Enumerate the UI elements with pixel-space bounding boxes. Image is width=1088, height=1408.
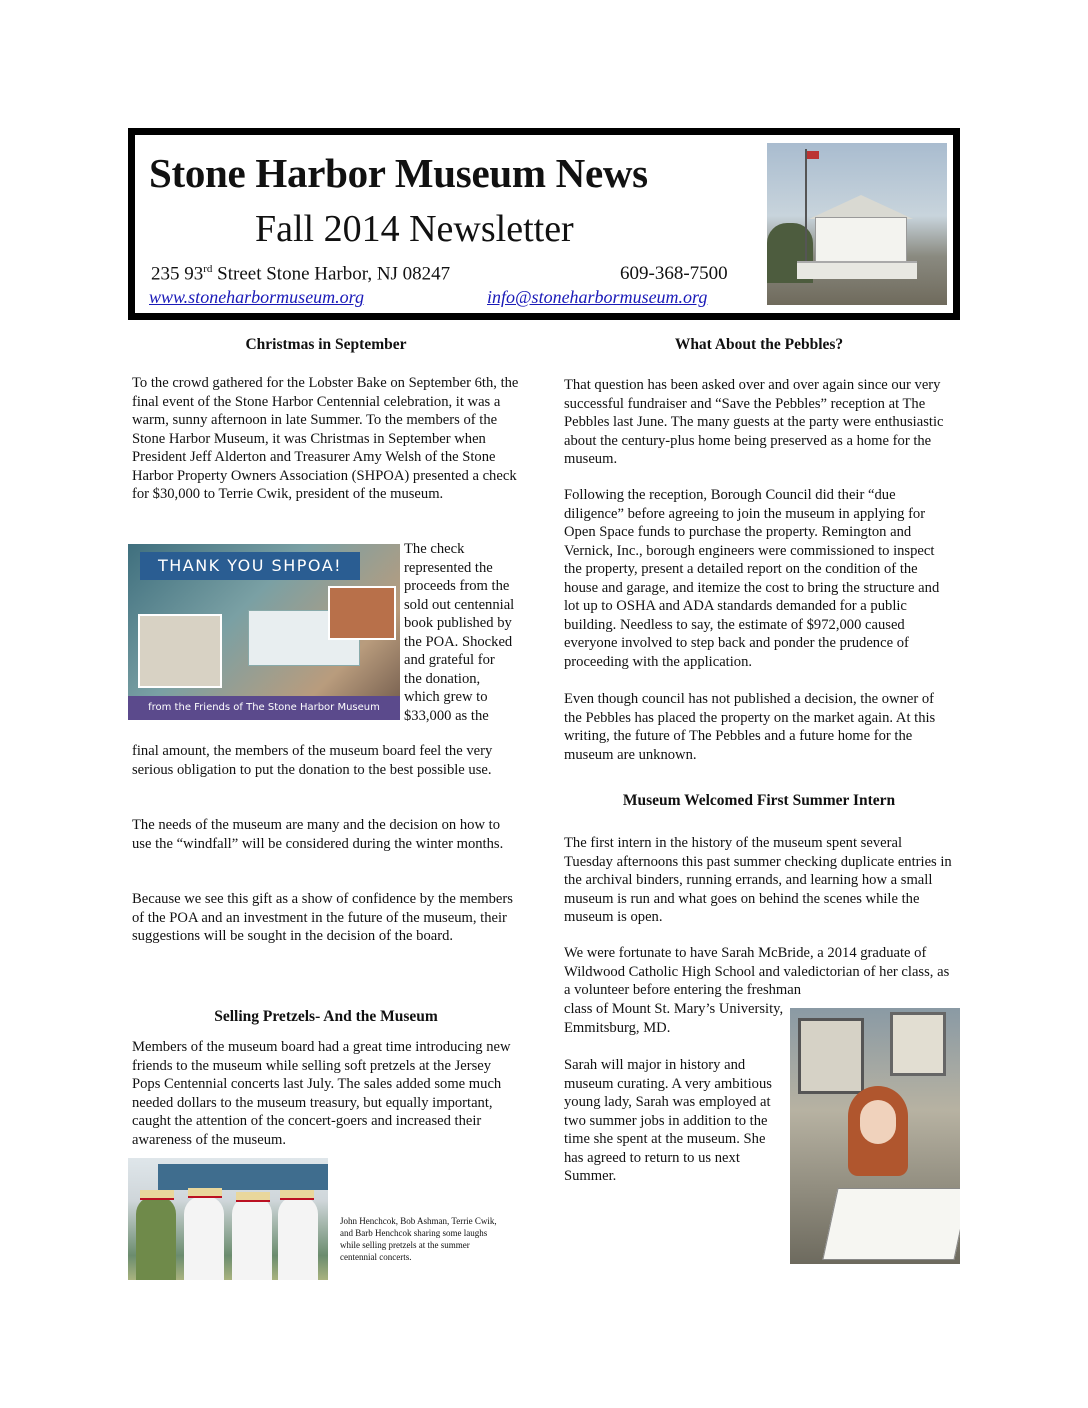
website-link[interactable]: www.stoneharbormuseum.org xyxy=(149,287,365,307)
address-number: 235 93 xyxy=(151,263,204,285)
thanks-sunset-photo xyxy=(328,586,396,640)
masthead xyxy=(128,128,960,320)
pretzel-sellers-photo xyxy=(128,1158,328,1280)
pebbles-paragraph-2: Following the reception, Borough Council did their “due diligence” before agreeing to join the museum in applying for Open Space funds to purchase the property. Remington and Vernick, Inc., borough engineers were commissioned to inspect the property, present a detailed report on the condition of the house and garage, and itemize the cost to bring the structure and lot up to OSHA and ADA standards demanded for a public building. Needless to say, the estimate of $972,000 caused everyone involved to step back and ponder the prudence of proceeding with the application. xyxy=(564,487,940,670)
christmas-p4 xyxy=(132,890,520,946)
binder-shape xyxy=(822,1188,960,1260)
newsletter-subtitle: Fall 2014 Newsletter xyxy=(255,208,574,250)
newsletter-title: Stone Harbor Museum News xyxy=(149,150,648,196)
pretzels-heading: Selling Pretzels- And the Museum xyxy=(214,1008,438,1025)
porch-shape xyxy=(797,261,917,279)
christmas-p2-rest xyxy=(132,742,520,779)
pretzels-paragraph-1: Members of the museum board had a great time introducing new friends to the museum while selling soft pretzels at the Jersey Pops Centennial concerts last July. The sales added some much needed dollars to the museum treasury, but equally important, caught the attention of the concert-goers and increased their awareness of the museum. xyxy=(132,1039,511,1148)
intern-p2 xyxy=(564,944,954,1000)
straw-hat-icon xyxy=(280,1190,314,1200)
museum-building-photo xyxy=(767,143,947,305)
wall-frame-shape xyxy=(890,1012,946,1076)
thank-you-shpoa-image xyxy=(128,544,400,720)
person-shape xyxy=(136,1196,176,1280)
christmas-paragraph-2-side: The check represented the proceeds from the sold out centennial book published by the POA. Shocked and grateful for the donation, which grew to $33,000 as the xyxy=(404,541,515,724)
christmas-p2-side xyxy=(404,540,516,725)
address-suffix: rd xyxy=(203,263,213,275)
house-roof-shape xyxy=(809,195,913,219)
person-shape xyxy=(278,1196,318,1280)
pretzel-photo-caption: John Henchcok, Bob Ashman, Terrie Cwik, and Barb Henchcok sharing some laughs while selling pretzels at the summer centennial concerts. xyxy=(340,1216,497,1262)
address-street: Street Stone Harbor, NJ 08247 xyxy=(212,263,451,285)
intern-paragraph-2-side: class of Mount St. Mary’s University, Emmitsburg, MD. xyxy=(564,1001,784,1036)
face-shape xyxy=(860,1100,896,1144)
wall-frame-shape xyxy=(798,1018,864,1094)
pebbles-p3 xyxy=(564,690,954,764)
person-shape xyxy=(232,1196,272,1280)
straw-hat-icon xyxy=(140,1190,174,1200)
pretzels-body xyxy=(132,1038,520,1149)
straw-hat-icon xyxy=(236,1192,270,1202)
christmas-paragraph-4: Because we see this gift as a show of confidence by the members of the POA and an investment in the future of the museum, their suggestions will be sought in the decision of the board. xyxy=(132,891,513,944)
intern-paragraph-2: We were fortunate to have Sarah McBride, a 2014 graduate of Wildwood Catholic High School and valedictorian of her class, as a volunteer before entering the freshman xyxy=(564,945,950,998)
intern-paragraph-1: The first intern in the history of the museum spent several Tuesday afternoons this past summer checking duplicate entries in the archival binders, running errands, and learning how a small museum is run and what goes on behind the scenes while the museum is open. xyxy=(564,835,952,925)
sarah-mcbride-photo xyxy=(790,1008,960,1264)
intern-p2-side xyxy=(564,1000,784,1037)
thanks-footer: from the Friends of The Stone Harbor Museum xyxy=(128,696,400,720)
person-shape xyxy=(184,1196,224,1280)
museum-address xyxy=(151,263,450,285)
pebbles-heading: What About the Pebbles? xyxy=(674,336,844,353)
intern-p3 xyxy=(564,1056,778,1186)
intern-paragraph-3: Sarah will major in history and museum curating. A very ambitious young lady, Sarah was employed at two summer jobs in addition to the time she spent at the museum. She has agreed to return to us next Summer. xyxy=(564,1057,772,1184)
email-link[interactable]: info@stoneharbormuseum.org xyxy=(487,287,708,307)
christmas-p1 xyxy=(132,374,520,504)
intern-heading: Museum Welcomed First Summer Intern xyxy=(622,792,896,809)
flagpole-shape xyxy=(805,149,807,275)
pretzel-sign-shape xyxy=(158,1164,328,1190)
pebbles-paragraph-1: That question has been asked over and over again since our very successful fundraiser and “Save the Pebbles” reception at The Pebbles last June. The many guests at the party were enthusiastic about the century-plus home being preserved as a home for the museum. xyxy=(564,377,944,467)
pebbles-p2 xyxy=(564,486,954,671)
intern-p1 xyxy=(564,834,954,927)
straw-hat-icon xyxy=(188,1188,222,1198)
christmas-p3 xyxy=(132,816,520,853)
christmas-paragraph-1: To the crowd gathered for the Lobster Bake on September 6th, the final event of the Stone Harbor Centennial celebration, it was a warm, sunny afternoon in late Summer. To the members of the Stone Harbor Museum, it was Christmas in September when President Jeff Alderton and Treasurer Amy Welsh of the Stone Harbor Property Owners Association (SHPOA) presented a check for $30,000 to Terrie Cwik, president of the museum. xyxy=(132,375,519,502)
pebbles-p1 xyxy=(564,376,954,469)
thanks-house-photo xyxy=(138,614,222,688)
flag-icon xyxy=(807,151,819,159)
christmas-heading: Christmas in September xyxy=(245,336,407,353)
christmas-paragraph-3: The needs of the museum are many and the decision on how to use the “windfall” will be considered during the winter months. xyxy=(132,817,504,852)
museum-phone: 609-368-7500 xyxy=(620,263,728,284)
christmas-paragraph-2-rest: final amount, the members of the museum board feel the very serious obligation to put the donation to the best possible use. xyxy=(132,743,493,778)
pebbles-paragraph-3: Even though council has not published a decision, the owner of the Pebbles has placed the property on the market again. At this writing, the future of The Pebbles and a future home for the museum are unknown. xyxy=(564,691,936,763)
thanks-banner: THANK YOU SHPOA! xyxy=(140,552,360,580)
